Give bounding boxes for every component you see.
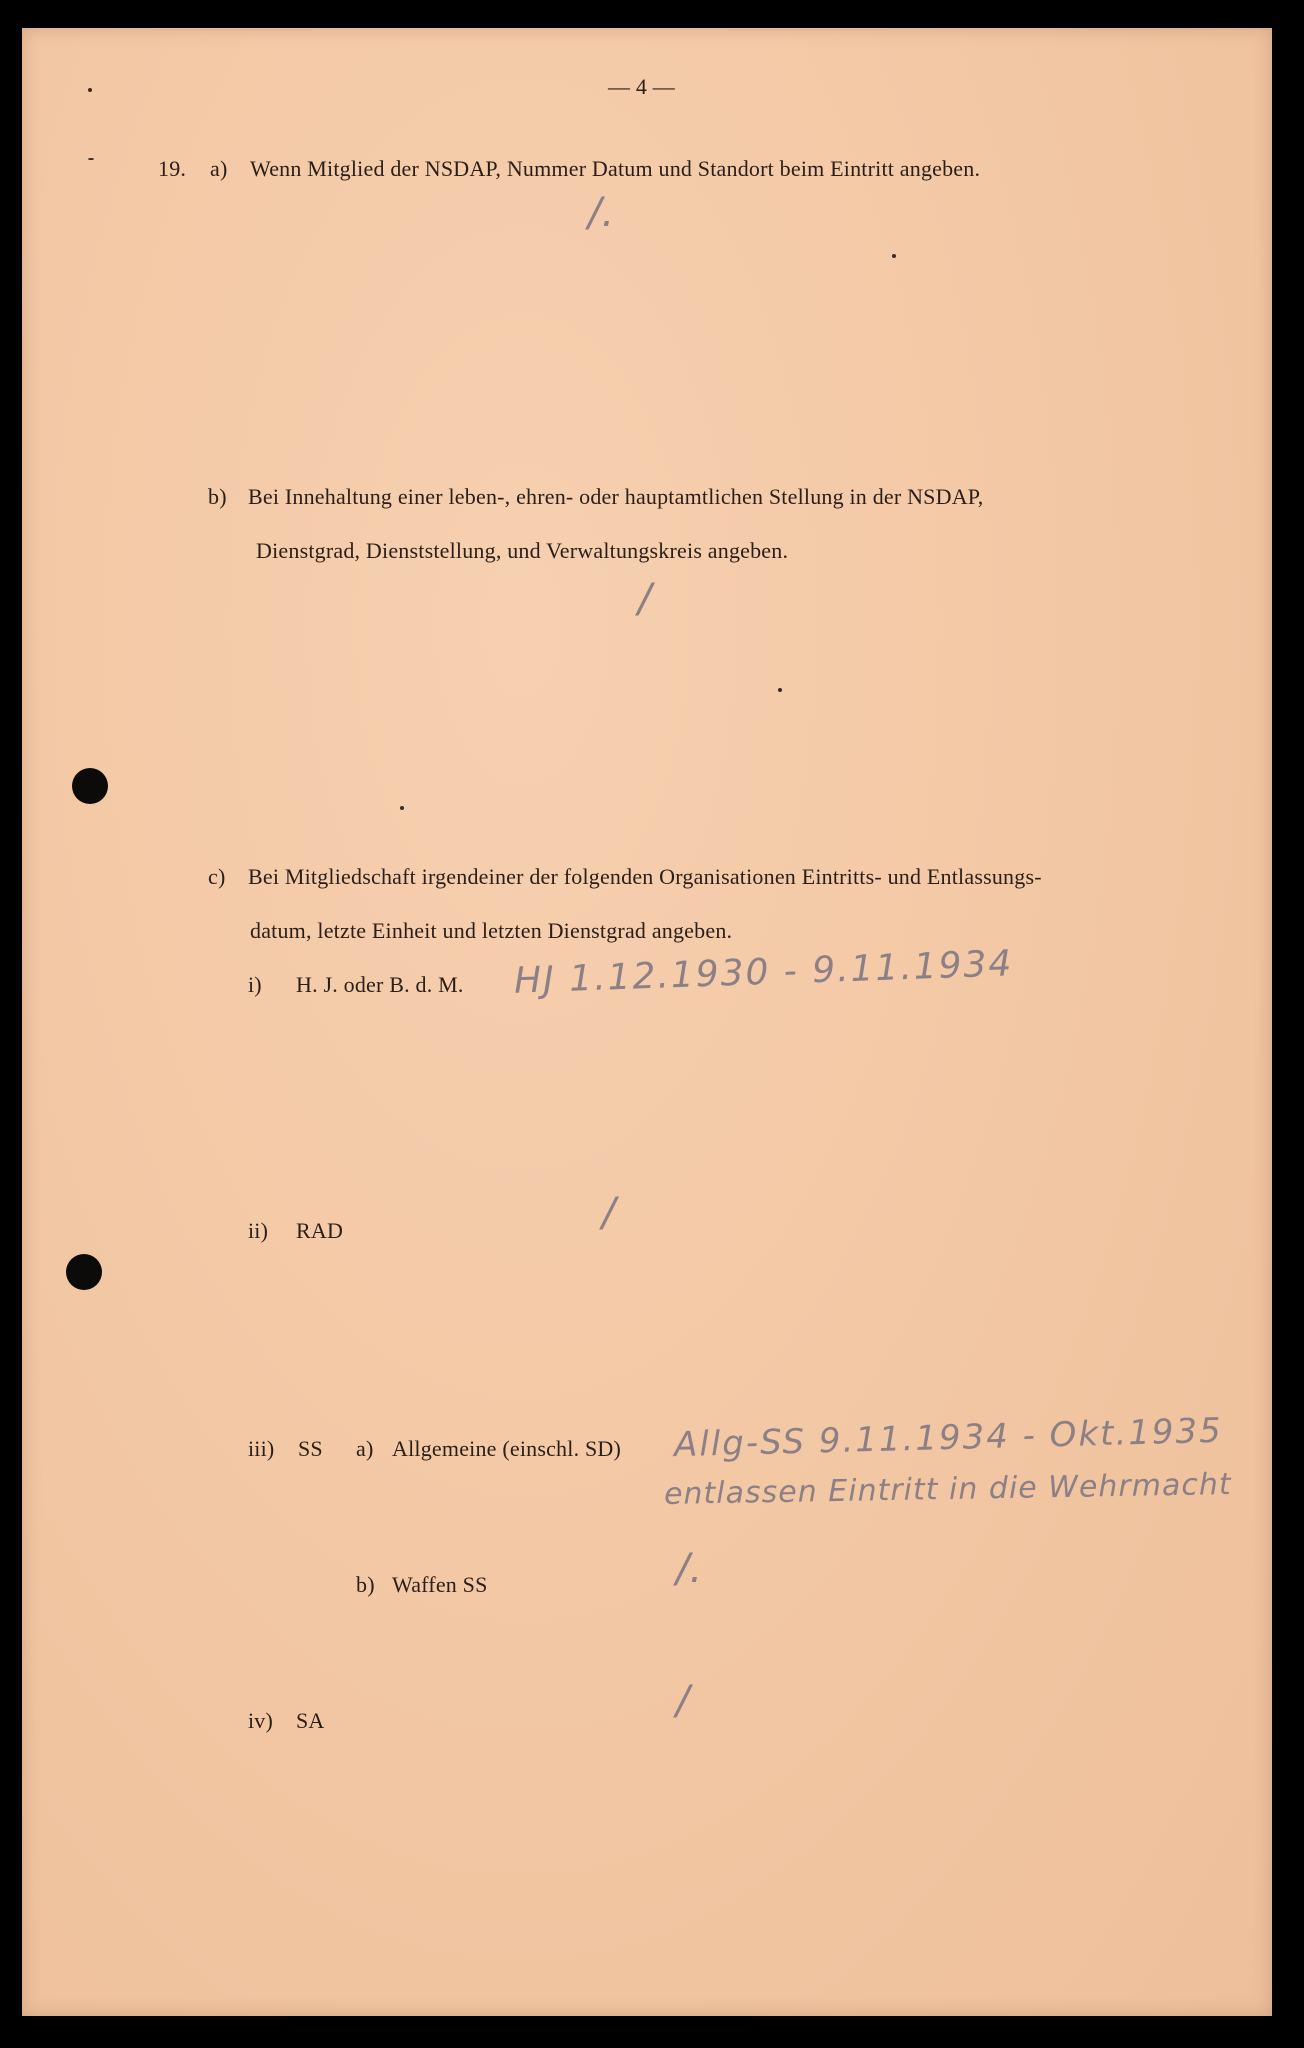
sub-iv-text: SA — [296, 1708, 325, 1733]
page-number: — 4 — — [608, 74, 675, 99]
item-b-letter: b) — [208, 484, 227, 509]
item-a-text: Wenn Mitglied der NSDAP, Nummer Datum und Standort beim Eintritt angeben. — [250, 156, 981, 181]
sub-iii-label: iii) — [248, 1436, 275, 1461]
speck — [88, 88, 92, 92]
sub-iii-text: SS — [298, 1436, 323, 1461]
sub-i-label: i) — [248, 972, 262, 997]
item-c-letter: c) — [208, 864, 226, 889]
document-page — [22, 28, 1272, 2016]
item-c-line1: Bei Mitgliedschaft irgendeiner der folgenden Organisationen Eintritts- und Entlassungs- — [248, 864, 1042, 889]
sub-iii-b-answer: /. — [676, 1546, 703, 1592]
item-b-line1: Bei Innehaltung einer leben-, ehren- oder hauptamtlichen Stellung in der NSDAP, — [248, 484, 984, 509]
punch-hole-top — [72, 768, 108, 804]
sub-ii-text: RAD — [296, 1218, 344, 1243]
speck — [88, 158, 94, 160]
sub-i-text: H. J. oder B. d. M. — [296, 972, 464, 997]
item-b-line2: Dienstgrad, Dienststellung, und Verwaltungskreis angeben. — [256, 538, 789, 563]
item-b-answer: / — [638, 576, 652, 622]
sub-iii-a-letter: a) — [356, 1436, 374, 1461]
sub-iii-a-text: Allgemeine (einschl. SD) — [392, 1436, 622, 1461]
sub-iv-label: iv) — [248, 1708, 274, 1733]
speck — [892, 254, 896, 258]
item-a-letter: a) — [210, 156, 228, 181]
sub-iii-b-text: Waffen SS — [392, 1572, 488, 1597]
speck — [400, 806, 404, 810]
sub-iii-b-letter: b) — [356, 1572, 375, 1597]
item-c-line2: datum, letzte Einheit und letzten Dienstgrad angeben. — [250, 918, 733, 943]
sub-iv-answer: / — [676, 1678, 690, 1724]
sub-iii-a-answer-line2: entlassen Eintritt in die Wehrmacht — [663, 1467, 1232, 1512]
speck — [778, 688, 782, 692]
sub-i-answer: HJ 1.12.1930 - 9.11.1934 — [513, 943, 1015, 1002]
question-number: 19. — [158, 156, 187, 181]
punch-hole-bottom — [66, 1254, 102, 1290]
sub-iii-a-answer-line1: Allg-SS 9.11.1934 - Okt.1935 — [673, 1410, 1224, 1466]
sub-ii-label: ii) — [248, 1218, 269, 1243]
item-a-answer: /. — [588, 190, 615, 236]
sub-ii-answer: / — [602, 1190, 616, 1236]
